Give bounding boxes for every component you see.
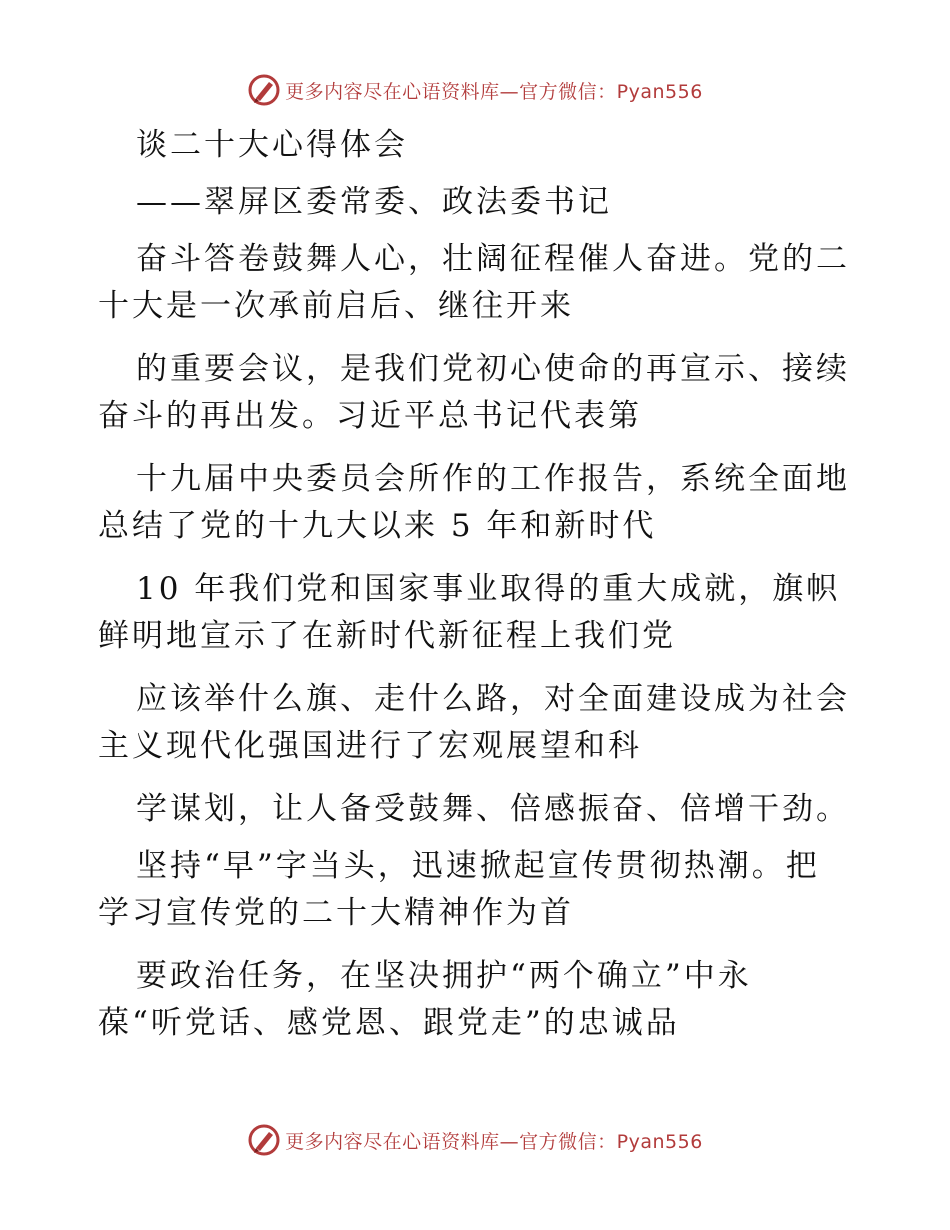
paragraph-line: 坚持“早”字当头，迅速掀起宣传贯彻热潮。把 (136, 848, 820, 884)
header-watermark (0, 70, 950, 110)
watermark-text: 更多内容尽在心语资料库—官方微信：Pyan556 (285, 80, 703, 103)
paragraph-line: 奋斗答卷鼓舞人心，壮阔征程催人奋进。党的二 (136, 241, 850, 277)
paragraph-line: 鲜明地宣示了在新时代新征程上我们党 (98, 618, 676, 654)
paragraph-line: 十九届中央委员会所作的工作报告，系统全面地 (136, 461, 850, 497)
paragraph-line: 主义现代化强国进行了宏观展望和科 (98, 728, 642, 764)
paragraph-line: 应该举什么旗、走什么路，对全面建设成为社会 (136, 681, 850, 717)
paragraph-line: 要政治任务，在坚决拥护“两个确立”中永 (136, 958, 752, 994)
pen-logo-icon (247, 1123, 281, 1157)
paragraph-line: 学谋划，让人备受鼓舞、倍感振奋、倍增干劲。 (136, 791, 850, 827)
document-body (98, 122, 858, 1047)
paragraph-line: 十大是一次承前启后、继往开来 (98, 288, 574, 324)
paragraph-line: 学习宣传党的二十大精神作为首 (98, 895, 574, 931)
paragraph-line: 葆“听党话、感党恩、跟党走”的忠诚品 (98, 1005, 680, 1041)
paragraph-line: 10 年我们党和国家事业取得的重大成就，旗帜 (136, 571, 841, 607)
pen-logo-icon (247, 73, 281, 107)
footer-watermark (0, 1120, 950, 1160)
watermark-text: 更多内容尽在心语资料库—官方微信：Pyan556 (285, 1130, 703, 1153)
author-line: ——翠屏区委常委、政法委书记 (136, 184, 612, 220)
paragraph-line: 总结了党的十九大以来 5 年和新时代 (98, 508, 657, 544)
paragraph-line: 奋斗的再出发。习近平总书记代表第 (98, 398, 642, 434)
document-title: 谈二十大心得体会 (136, 127, 408, 163)
paragraph-line: 的重要会议，是我们党初心使命的再宣示、接续 (136, 351, 850, 387)
